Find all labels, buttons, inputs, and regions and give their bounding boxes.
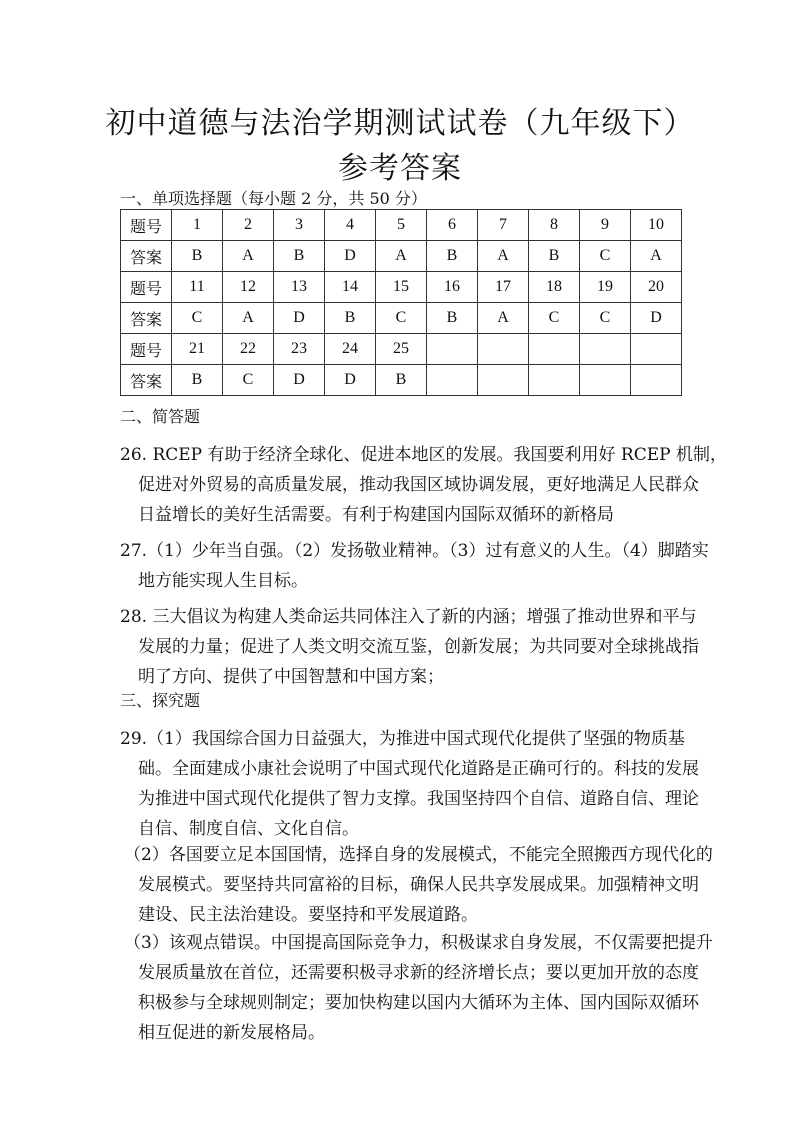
question-number-cell: 5 [376, 210, 427, 241]
question-number-cell: 19 [580, 272, 631, 303]
row-label-number: 题号 [121, 210, 172, 241]
q26-line: 日益增长的美好生活需要。有利于构建国内国际双循环的新格局 [138, 505, 614, 525]
answer-cell [631, 365, 682, 396]
q29-3-line: （3）该观点错误。中国提高国际竞争力，积极谋求自身发展，不仅需要把提升 [124, 933, 713, 953]
table-row-answers [121, 303, 682, 334]
q27-line: 27.（1）少年当自强。（2）发扬敬业精神。（3）过有意义的人生。（4）脚踏实 [120, 541, 709, 561]
q29-1-line: 29.（1）我国综合国力日益强大，为推进中国式现代化提供了坚强的物质基 [120, 729, 685, 749]
answer-cell [580, 365, 631, 396]
answer-cell [529, 365, 580, 396]
section-heading-short-answer: 二、简答题 [120, 407, 201, 426]
question-number-cell [478, 334, 529, 365]
question-number-cell: 9 [580, 210, 631, 241]
answer-cell: B [529, 241, 580, 272]
answer-cell: C [580, 303, 631, 334]
question-number-cell: 1 [172, 210, 223, 241]
question-number-cell: 3 [274, 210, 325, 241]
q29-1-line: 自信、制度自信、文化自信。 [138, 819, 359, 839]
q29-2-line: （2）各国要立足本国国情，选择自身的发展模式，不能完全照搬西方现代化的 [124, 845, 713, 865]
answer-cell: B [376, 365, 427, 396]
answer-cell: A [478, 303, 529, 334]
q27-line: 地方能实现人生目标。 [138, 571, 308, 591]
answer-cell: C [172, 303, 223, 334]
question-number-cell: 10 [631, 210, 682, 241]
question-number-cell: 20 [631, 272, 682, 303]
question-number-cell [580, 334, 631, 365]
q26-line: 26. RCEP 有助于经济全球化、促进本地区的发展。我国要利用好 RCEP 机制， [120, 445, 727, 465]
table-row-answers [121, 365, 682, 396]
row-label-answer: 答案 [121, 241, 172, 272]
q26-line: 促进对外贸易的高质量发展，推动我国区域协调发展，更好地满足人民群众 [138, 475, 699, 495]
answer-cell: C [529, 303, 580, 334]
question-number-cell: 13 [274, 272, 325, 303]
answer-cell: A [223, 241, 274, 272]
q29-1-line: 为推进中国式现代化提供了智力支撑。我国坚持四个自信、道路自信、理论 [138, 789, 699, 809]
answer-cell: D [325, 241, 376, 272]
question-number-cell [529, 334, 580, 365]
question-number-cell: 4 [325, 210, 376, 241]
q29-3-line: 积极参与全球规则制定；要加快构建以国内大循环为主体、国内国际双循环 [138, 993, 699, 1013]
question-number-cell: 16 [427, 272, 478, 303]
q29-1-line: 础。全面建成小康社会说明了中国式现代化道路是正确可行的。科技的发展 [138, 759, 699, 779]
answer-cell: B [325, 303, 376, 334]
q28-line: 28. 三大倡议为构建人类命运共同体注入了新的内涵；增强了推动世界和平与 [120, 607, 697, 627]
question-number-cell: 21 [172, 334, 223, 365]
question-number-cell: 23 [274, 334, 325, 365]
row-label-answer: 答案 [121, 365, 172, 396]
answer-cell: B [274, 241, 325, 272]
row-label-number: 题号 [121, 272, 172, 303]
table-row-numbers [121, 272, 682, 303]
answer-cell [478, 365, 529, 396]
answer-cell: A [631, 241, 682, 272]
question-number-cell [427, 334, 478, 365]
q29-2-line: 建设、民主法治建设。要坚持和平发展道路。 [138, 905, 478, 925]
question-number-cell: 8 [529, 210, 580, 241]
q28-line: 明了方向、提供了中国智慧和中国方案； [138, 667, 444, 687]
row-label-answer: 答案 [121, 303, 172, 334]
answer-cell: A [376, 241, 427, 272]
answer-cell: C [223, 365, 274, 396]
question-number-cell: 18 [529, 272, 580, 303]
answer-cell: A [223, 303, 274, 334]
q29-2-line: 发展模式。要坚持共同富裕的目标，确保人民共享发展成果。加强精神文明 [138, 875, 699, 895]
answer-cell: D [274, 303, 325, 334]
answer-cell: A [478, 241, 529, 272]
page-subtitle: 参考答案 [338, 151, 462, 186]
answer-cell: B [427, 303, 478, 334]
question-number-cell: 24 [325, 334, 376, 365]
q28-line: 发展的力量；促进了人类文明交流互鉴，创新发展；为共同要对全球挑战指 [138, 637, 699, 657]
answer-cell: C [580, 241, 631, 272]
answer-cell: B [427, 241, 478, 272]
answer-table [120, 209, 682, 396]
table-row-answers [121, 241, 682, 272]
question-number-cell: 25 [376, 334, 427, 365]
question-number-cell: 11 [172, 272, 223, 303]
question-number-cell: 14 [325, 272, 376, 303]
question-number-cell: 17 [478, 272, 529, 303]
q29-3-line: 发展质量放在首位，还需要积极寻求新的经济增长点；要以更加开放的态度 [138, 963, 699, 983]
question-number-cell: 12 [223, 272, 274, 303]
page-title: 初中道德与法治学期测试试卷（九年级下） [105, 106, 695, 141]
answer-cell: D [631, 303, 682, 334]
question-number-cell: 22 [223, 334, 274, 365]
answer-cell: B [172, 241, 223, 272]
section-heading-choice: 一、单项选择题（每小题 2 分，共 50 分） [120, 189, 427, 208]
question-number-cell [631, 334, 682, 365]
question-number-cell: 15 [376, 272, 427, 303]
q29-3-line: 相互促进的新发展格局。 [138, 1023, 325, 1043]
table-row-numbers [121, 210, 682, 241]
answer-cell: D [274, 365, 325, 396]
answer-cell: B [172, 365, 223, 396]
question-number-cell: 6 [427, 210, 478, 241]
answer-cell: D [325, 365, 376, 396]
section-heading-inquiry: 三、探究题 [120, 691, 201, 710]
question-number-cell: 7 [478, 210, 529, 241]
question-number-cell: 2 [223, 210, 274, 241]
answer-cell [427, 365, 478, 396]
table-row-numbers [121, 334, 682, 365]
row-label-number: 题号 [121, 334, 172, 365]
answer-cell: C [376, 303, 427, 334]
